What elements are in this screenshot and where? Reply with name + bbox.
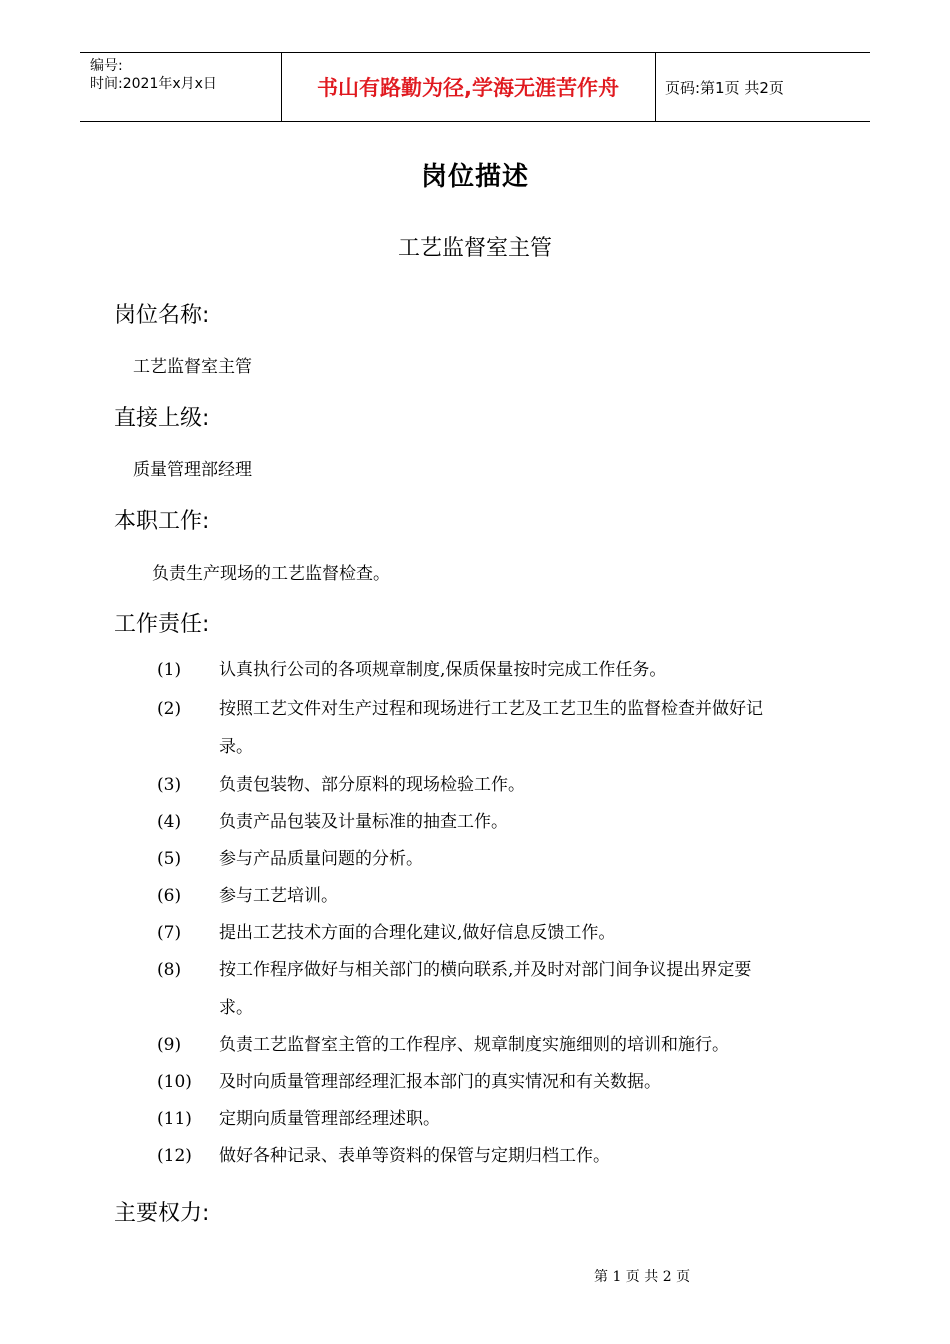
duty-text: 参与工艺培训。 bbox=[219, 886, 338, 906]
duty-text: 负责包装物、部分原料的现场检验工作。 bbox=[219, 775, 525, 795]
document-subtitle: 工艺监督室主管 bbox=[397, 236, 552, 261]
section-body-main-work: 负责生产现场的工艺监督检查。 bbox=[152, 564, 390, 584]
header-motto: 书山有路勤为径,学海无涯苦作舟 bbox=[317, 76, 619, 100]
page-footer: 第 1 页 共 2 页 bbox=[594, 1269, 691, 1285]
section-heading-superior: 直接上级: bbox=[114, 406, 210, 431]
section-heading-duties: 工作责任: bbox=[114, 612, 210, 637]
duty-number: (11) bbox=[157, 1109, 192, 1129]
duty-text: 做好各种记录、表单等资料的保管与定期归档工作。 bbox=[219, 1146, 610, 1166]
duty-text: 及时向质量管理部经理汇报本部门的真实情况和有关数据。 bbox=[219, 1072, 661, 1092]
duty-number: (3) bbox=[157, 775, 182, 795]
duty-text: 负责工艺监督室主管的工作程序、规章制度实施细则的培训和施行。 bbox=[219, 1035, 729, 1055]
section-heading-main-work: 本职工作: bbox=[114, 509, 210, 534]
document-time-label: 时间:2021年x月x日 bbox=[90, 76, 217, 92]
duty-number: (1) bbox=[157, 660, 182, 680]
duty-text: 定期向质量管理部经理述职。 bbox=[219, 1109, 440, 1129]
duty-number: (2) bbox=[157, 699, 182, 719]
header-meta bbox=[90, 57, 217, 93]
page-header bbox=[80, 52, 870, 122]
duty-text-continued: 求。 bbox=[219, 998, 253, 1018]
duty-number: (8) bbox=[157, 960, 182, 980]
duty-text: 按照工艺文件对生产过程和现场进行工艺及工艺卫生的监督检查并做好记 bbox=[219, 699, 763, 719]
document-number-label: 编号: bbox=[90, 58, 123, 74]
duty-number: (12) bbox=[157, 1146, 192, 1166]
section-body-superior: 质量管理部经理 bbox=[133, 460, 252, 480]
section-body-position-name: 工艺监督室主管 bbox=[133, 357, 252, 377]
duty-text-continued: 录。 bbox=[219, 737, 253, 757]
duty-number: (9) bbox=[157, 1035, 182, 1055]
duty-number: (4) bbox=[157, 812, 182, 832]
duty-number: (6) bbox=[157, 886, 182, 906]
duty-text: 认真执行公司的各项规章制度,保质保量按时完成工作任务。 bbox=[219, 660, 667, 680]
header-divider bbox=[655, 53, 656, 121]
header-page-info: 页码:第1页 共2页 bbox=[665, 78, 784, 97]
duty-text: 按工作程序做好与相关部门的横向联系,并及时对部门间争议提出界定要 bbox=[219, 960, 752, 980]
duty-number: (5) bbox=[157, 849, 182, 869]
duty-number: (10) bbox=[157, 1072, 192, 1092]
duty-number: (7) bbox=[157, 923, 182, 943]
section-heading-powers: 主要权力: bbox=[114, 1201, 210, 1226]
section-heading-position-name: 岗位名称: bbox=[114, 303, 210, 328]
duty-text: 负责产品包装及计量标准的抽查工作。 bbox=[219, 812, 508, 832]
duty-text: 提出工艺技术方面的合理化建议,做好信息反馈工作。 bbox=[219, 923, 616, 943]
document-title: 岗位描述 bbox=[420, 162, 529, 192]
duty-text: 参与产品质量问题的分析。 bbox=[219, 849, 423, 869]
